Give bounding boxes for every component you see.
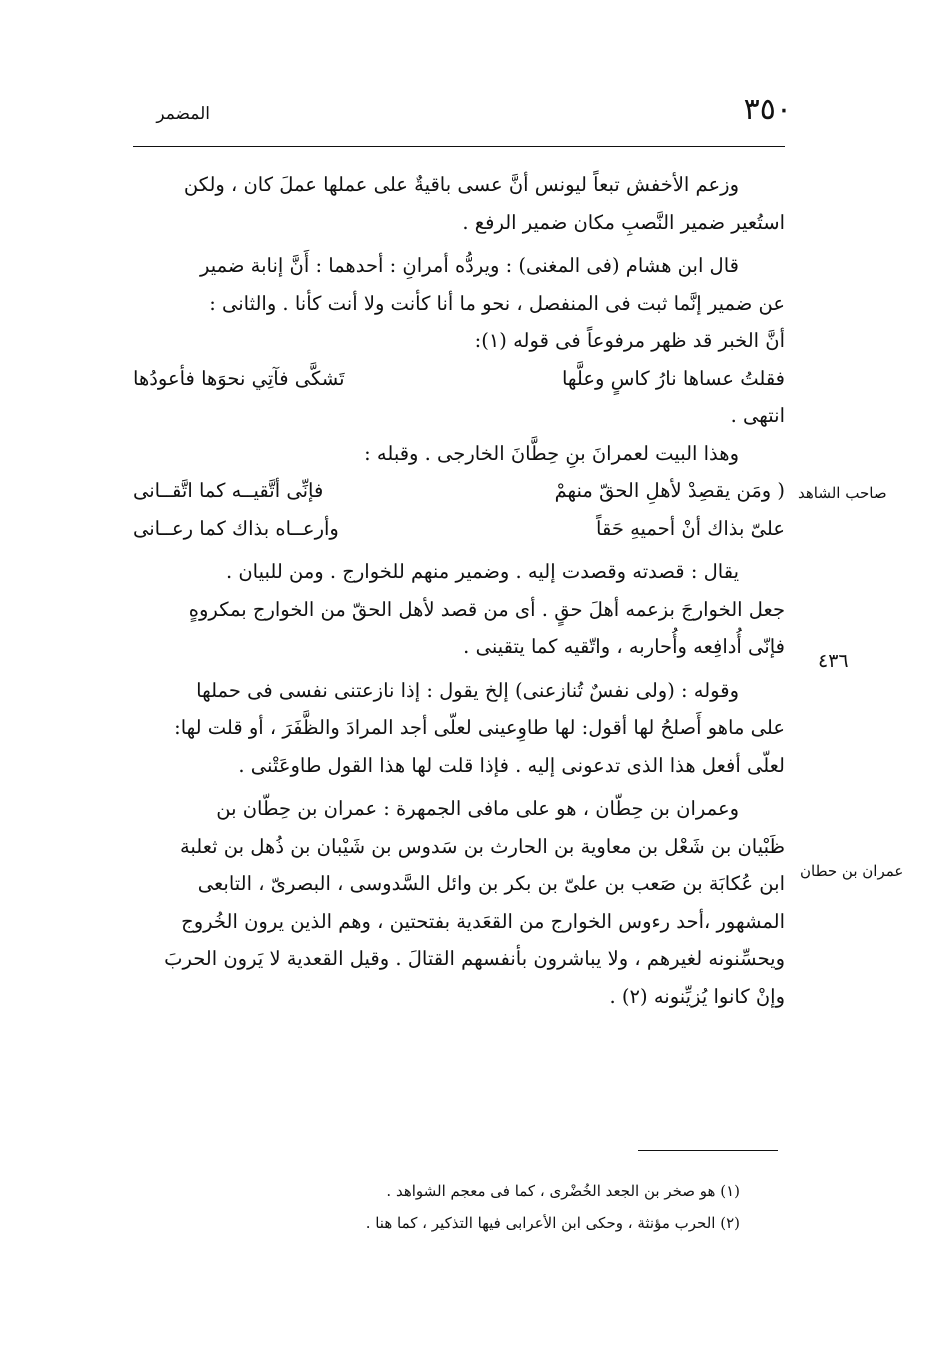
- paragraph-7-line-3: لعلّى أفعل هذا الذى تدعونى إليه . فإذا قلت لها هذا القول طاوعَتْنى .: [238, 753, 785, 777]
- paragraph-8-line-2: ظَبْيان بن شَعْل بن معاوية بن الحارث بن سَدوس بن شَيْبان بن ذُهل بن ثعلبة: [179, 834, 785, 858]
- paragraph-8-line-4: المشهور ،أحد رءوس الخوارج من القعَدية بفتحتين ، وهم الذين يرون الخُروج: [181, 909, 785, 933]
- paragraph-2-line-3: أنَّ الخبر قد ظهر مرفوعاً فى قوله (١):: [474, 329, 785, 352]
- footnote-2: (٢) الحرب مؤنثة ، وحكى ابن الأعرابى فيها التذكير ، كما هنا .: [365, 1214, 740, 1232]
- running-title: المضمر: [156, 104, 210, 124]
- margin-note-poet: صاحب الشاهد: [798, 484, 887, 502]
- verse-3-first-hemistich: علىّ بذاك أنْ أحميهِ حَقاً: [596, 516, 785, 540]
- verse-2: [133, 472, 785, 510]
- paragraph-6-line-2: فإنّى أُدافِعه وأُحاربه ، واتّقيه كما يتقينى .: [463, 635, 785, 658]
- paragraph-6-line-1: جعل الخوارجَ بزعمه أهلَ حقٍ . أى من قصد لأهل الحقّ من الخوارج بمكروهٍ: [188, 597, 785, 621]
- paragraph-8-line-3: ابن عُكابَة بن صَعب بن علىّ بن بكر بن وائل السَّدوسى ، البصرىّ ، التابعى: [197, 872, 785, 895]
- verse-1-first-hemistich: فقلتُ عساها نارُ كاسٍ وعلَّها: [561, 366, 785, 390]
- main-text: [133, 166, 785, 1015]
- footnote-1: (١) هو صخر بن الجعد الخُضْرى ، كما فى معجم الشواهد .: [386, 1182, 740, 1200]
- paragraph-8-line-1: وعمران بن حِطّان ، هو على مافى الجمهرة : عمران بن حِطّان بن: [216, 797, 739, 820]
- paragraph-1-line-2: استُعير ضمير النَّصبِ مكان ضمير الرفع .: [462, 210, 785, 234]
- paragraph-5: يقال : قصدته وقصدت إليه . وضمير منهم للخوارج . ومن للبيان .: [225, 560, 739, 583]
- header-rule: [133, 146, 785, 147]
- margin-verse-number: ٤٣٦: [818, 650, 849, 672]
- paragraph-1-line-1: وزعم الأخفش تبعاً ليونس أنَّ عسى باقيةٌ على عملها عملَ كان ، ولكن: [183, 173, 739, 196]
- verse-3-second-hemistich: وأرعــاه بذاك كما رعــانى: [133, 516, 339, 540]
- verse-1-second-hemistich: تَشكَّى فآتِي نحوَها فأعودُها: [133, 366, 345, 390]
- verse-3: [133, 510, 785, 548]
- paragraph-7-line-2: على ماهو أَصلحُ لها أقول: لها طاوِعينى لعلّى أجد المرادَ والظَّفَرَ ، أو قلت لها:: [174, 716, 785, 739]
- paragraph-2-line-1: قال ابن هشام (فى المغنى) : ويردُّه أمرانِ : أحدهما : أَنَّ إنابة ضمير: [199, 254, 739, 277]
- verse-2-second-hemistich: فإنِّى أتَّقيــه كما اتَّقــانى: [133, 479, 324, 502]
- paragraph-3: انتهى .: [730, 404, 785, 427]
- margin-note-imran: عمران بن حطان: [800, 862, 904, 880]
- page-number: ٣٥٠: [743, 92, 792, 127]
- verse-2-first-hemistich: ( ومَن يقصِدْ لأهلِ الحقّ منهمْ: [554, 479, 785, 502]
- verse-1: [133, 360, 785, 398]
- paragraph-2-line-2: عن ضمير إنَّما ثبت فى المنفصل ، نحو ما أنا كأنت ولا أنت كأنا . والثانى :: [209, 291, 785, 315]
- footnote-rule: [638, 1150, 778, 1151]
- paragraph-8-line-5: ويحسِّنونه لغيرهم ، ولا يباشرون بأنفسهم القتالَ . وقيل القعدية لا يَرون الحربَ: [164, 947, 785, 970]
- paragraph-4: وهذا البيت لعمرانَ بنِ حِطَّانَ الخارجى . وقبله :: [364, 441, 739, 465]
- paragraph-8-line-6: وإنْ كانوا يُزيِّنونه (٢) .: [609, 984, 785, 1008]
- paragraph-7-line-1: وقوله : (ولى نفسٌ تُنازعنى) إلخ يقول : إذا نازعتنى نفسى فى حملها: [196, 678, 739, 702]
